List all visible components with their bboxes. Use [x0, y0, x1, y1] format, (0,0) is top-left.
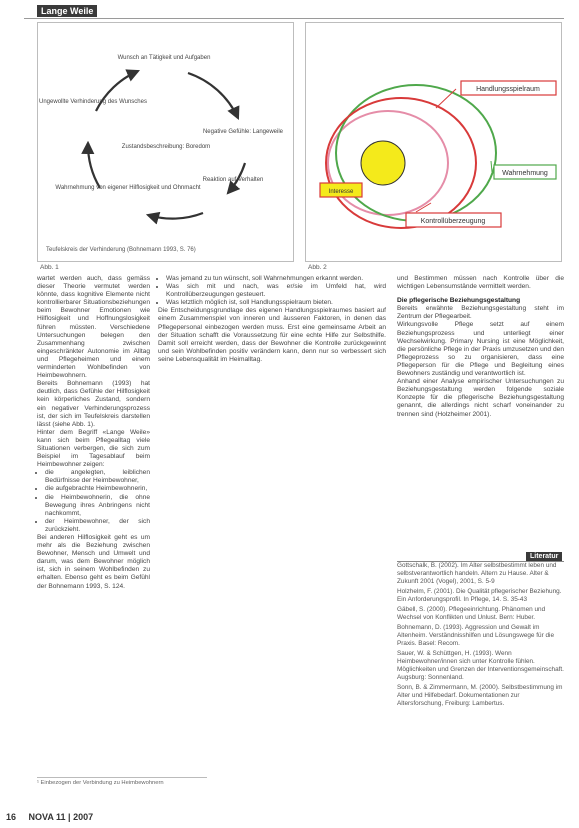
node-boredom: Zustandsbeschreibung: Boredom [121, 144, 211, 150]
figure-teufelskreis [37, 22, 294, 262]
literature-item: Holzhelm, F. (2001). Die Qualität pflegerischer Beziehung. Ein Anforderungsprofil. In Pflege, 14. S. 35-43 [397, 588, 562, 603]
journal-name: NOVA 11 | 2007 [28, 812, 94, 822]
col2-bullet-list [158, 275, 386, 307]
pointer-1 [436, 89, 456, 108]
col1-paragraph-1: wartet werden auch, dass gemäss dieser Theorie vermutet werden könnte, dass kognitive Elemente nicht kontrollierbarer Situationsbeziehungen beim Bewohner Emotionen wie Hilflosigkeit und Hoffnungslosigkeit führen müssten. Verschiedene Untersuchungen belegen den Zusammenhang zwischen eingeschränkter Autonomie im Alltag und Pflegeheimen und einem verminderten Wohlbefinden von Heimbewohnern. [37, 275, 150, 380]
page-footer [6, 812, 93, 822]
col1-bullet: • die angelegten, leiblichen Bedürfnisse der Heimbewohner, [45, 469, 150, 485]
header-rule [24, 6, 564, 19]
col3-paragraph-3: Anhand einer Analyse empirischer Untersuchungen zu Beziehungsgestaltung werden folgende soziale Konzepte für die pflegerische Beziehungsgestaltung genannt, die allerdings nicht scharf voneinander zu trennen sind (Holzheimer 2001). [397, 378, 564, 418]
figure2-caption: Abb. 2 [308, 264, 327, 271]
col1-bullet: • die Heimbewohnerin, die ohne Bewegung ihres Anbringens nicht nachkommt, [45, 494, 150, 518]
node-hilflosigkeit: Wahrnehmung von eigener Hilflosigkeit und Ohnmacht [55, 185, 201, 191]
section-tag: Lange Weile [37, 5, 97, 17]
page-number: 16 [6, 812, 17, 822]
col3-paragraph-2: Wirkungsvolle Pflege setzt auf einem Beziehungsprozess und unterliegt einer Wechselwirkung. Primary Nursing ist eine Möglichkeit, die persönliche Pflege in der Praxis umzusetzen und den Pflegeprozess so zu organisieren, dass eine Pflegeperson für die Pflege und Begleitung eines Bewohners zuständig und verantwortlich ist. [397, 321, 564, 378]
pointer-2 [491, 161, 492, 172]
literature-list [397, 562, 564, 710]
figure1-caption: Abb. 1 [40, 264, 59, 271]
footnote: ¹ Einbezogen der Verbindung zu Heimbewohnern [37, 777, 207, 786]
yellow-circle [361, 141, 405, 185]
text-column-2 [158, 275, 386, 364]
label-wahrnehmung: Wahrnehmung [502, 170, 548, 177]
col2-paragraph-1: Die Entscheidungsgrundlage des eigenen Handlungsspielraumes basiert auf einem Zusammenspiel von inneren und äusseren Faktoren, in denen das Pflegepersonal einbezogen werden muss. Erst eine gemeinsame Arbeit an der Situation schafft die Voraussetzung für eine echte Hilfe zur Selbsthilfe. Damit soll erreicht werden, dass der Bewohner die Kontrolle zurückgewinnt und sein Wohlbefinden positiv verändern kann, denn nur so verbessert sich seine Lebensqualität im Heimalltag. [158, 307, 386, 363]
label-handlungsspielraum: Handlungsspielraum [476, 86, 540, 93]
col1-paragraph-4: Bei anderen Hilflosigkeit geht es um mehr als die Beziehung zwischen Bewohner, Mensch und Umwelt und darum, was dem Bewohner möglich ist, sich in seinem Wohlbefinden zu erhalten. Ebenso geht es beim Gefühl der Bohnemann 1993, S. 124. [37, 534, 150, 590]
col1-bullet-list [37, 469, 150, 534]
circles-diagram [306, 23, 561, 261]
col2-bullet: • Was letztlich möglich ist, soll Handlungsspielraum bieten. [166, 299, 386, 307]
cycle-arrow-1 [188, 73, 238, 118]
literature-tag: Literatur [526, 552, 562, 561]
cycle-arrow-3 [148, 213, 203, 219]
col3-paragraph-1: Bereits erwähnte Beziehungsgestaltung steht im Zentrum der Pflegearbeit. [397, 305, 564, 321]
green-circle [336, 85, 496, 221]
figure-circles [305, 22, 562, 262]
col2-bullet: • Was sich mit und nach, was er/sie im Umfeld hat, wird Kontrollüberzeugungen gesteuert. [166, 283, 386, 299]
node-verhinderung: Ungewollte Verhinderung des Wunsches [39, 99, 147, 105]
col3-heading: Die pflegerische Beziehungsgestaltung [397, 297, 521, 305]
literature-item: Sauer, W. & Schüttgen, H. (1993). Wenn Heimbewohner/innen sich unter Kontrolle fühlen. Möglichkeiten und Grenzen der Interventionsgemeinschaft. Augsburg: Sonnenland. [397, 650, 564, 681]
col1-bullet: • der Heimbewohner, der sich zurückzieht. [45, 518, 150, 534]
col1-bullet: • die aufgebrachte Heimbewohnerin, [45, 485, 150, 493]
literature-item: Sonn, B. & Zimmermann, M. (2000). Selbstbestimmung im Alter und Hilfebedarf. Dokumentationen zur Altersforschung, Freiburg: Lambertus. [397, 684, 563, 707]
label-interesse: Interesse [328, 189, 354, 195]
col1-paragraph-2: Bereits Bohnemann (1993) hat deutlich, dass Gefühle der Hilflosigkeit kein körperliches Zustand, sondern ein negativer Verhinderungsprozess ist, der sich im Teufelskreis darstellen lässt (siehe Abb. 1). [37, 380, 150, 428]
node-langeweile: Negative Gefühle: Langeweile [202, 129, 284, 135]
figure1-source: Teufelskreis der Verhinderung (Bohnemann 1993, S. 76) [46, 247, 196, 253]
col3-paragraph-0: und Bestimmen müssen nach Kontrolle über die wichtigen Lebensumstände vermittelt werden. [397, 275, 564, 291]
text-column-1 [37, 275, 150, 591]
label-kontrolle: Kontrollüberzeugung [420, 218, 486, 225]
cycle-arrow-4 [88, 143, 100, 188]
col1-paragraph-3: Hinter dem Begriff «Lange Weile» kann sich beim Pflegealltag viele Situationen verbergen, die sich zum Beispiel im Tagesablauf beim Heimbewohner zeigen: [37, 428, 150, 469]
literature-item: Gottschalk, B. (2002). Im Alter selbstbestimmt leben und selbstverantwortlich handeln. Altern zu Hause. Alter & Zukunft 2001 (Vogel), 2001, S. 5-9 [397, 562, 557, 585]
literature-item: Gäbell, S. (2000). Pflegeeinrichtung. Phänomen und Wechsel von Konflikten und Unlust. Bern: Huber. [397, 606, 546, 621]
cycle-diagram [38, 23, 293, 261]
text-column-3 [397, 275, 564, 419]
col2-bullet: • Was jemand zu tun wünscht, soll Wahrnehmungen erkannt werden. [166, 275, 386, 283]
literature-item: Bohnemann, D. (1993). Aggression und Gewalt im Altenheim. Verständnisshilfen und Lösungswege für die Praxis. Basel: Recom. [397, 624, 555, 647]
node-wunsch: Wunsch an Tätigkeit und Aufgaben [117, 55, 211, 61]
cycle-arrow-5 [96, 71, 138, 111]
node-reaktion: Reaktion auf Verhalten [202, 177, 264, 183]
